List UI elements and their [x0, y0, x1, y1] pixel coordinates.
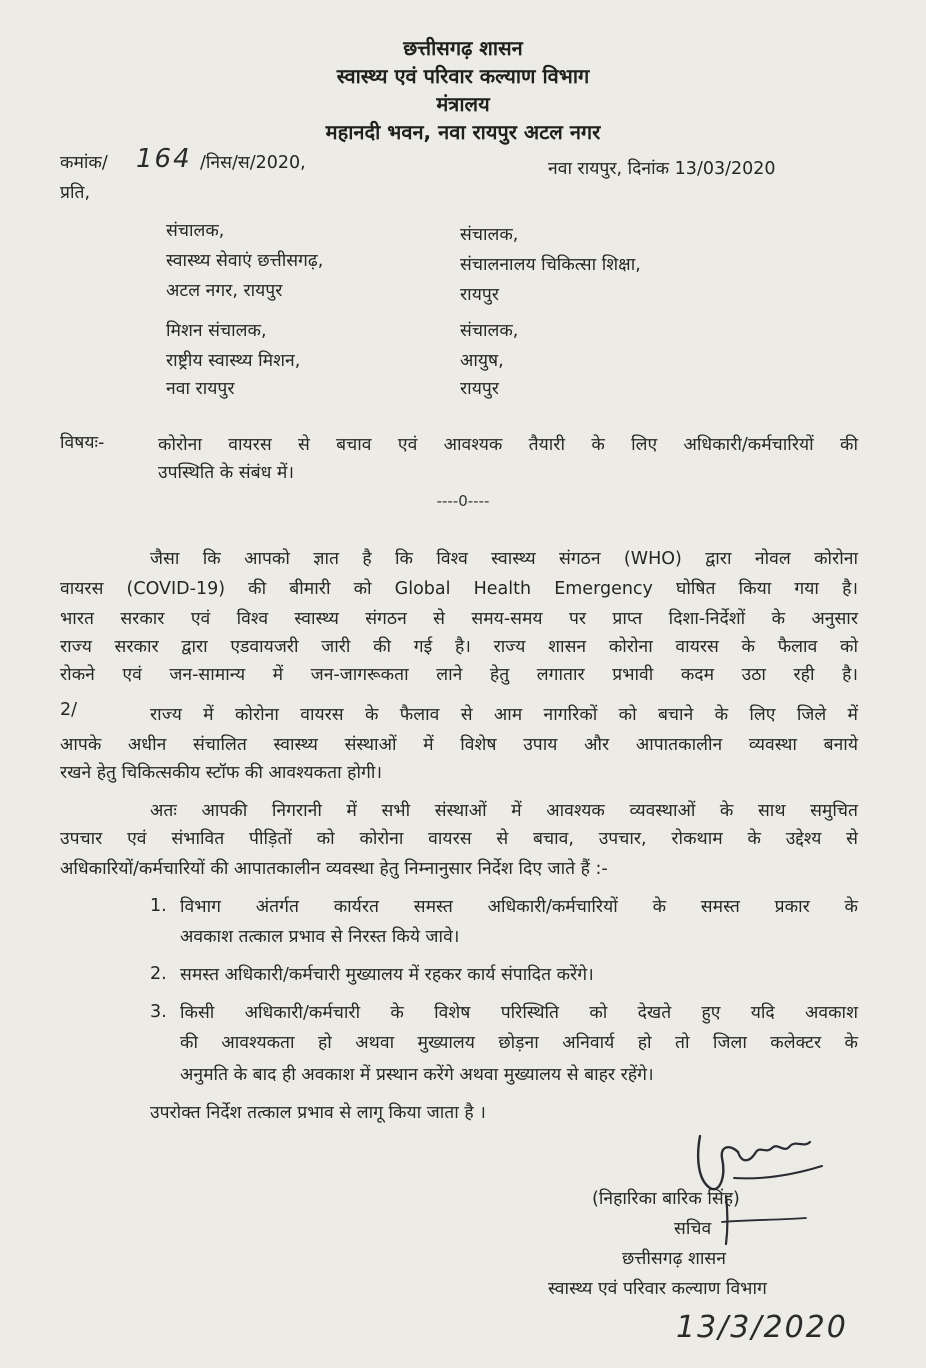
to-label: प्रति,: [60, 183, 91, 203]
para1-line4: राज्य सरकार द्वारा एडवायजरी जारी की गई है। राज्य शासन कोरोना वायरस के फैलाव को: [60, 637, 858, 657]
recipient-left1-line3: अटल नगर, रायपुर: [166, 281, 283, 301]
subject-label: विषयः-: [60, 433, 105, 453]
subject-line2: उपस्थिति के संबंध में।: [158, 463, 295, 483]
para1-line5: रोकने एवं जन-सामान्य में जन-जागरूकता लाने हेतु लगातार प्रभावी कदम उठा रही है।: [60, 665, 858, 685]
para2-line3: रखने हेतु चिकित्सकीय स्टॉफ की आवश्यकता होगी।: [60, 763, 383, 783]
item3-number: 3.: [150, 1002, 167, 1022]
item3-line3: अनुमति के बाद ही अवकाश में प्रस्थान करेंगे अथवा मुख्यालय से बाहर रहेंगे।: [180, 1065, 654, 1085]
item1-number: 1.: [150, 896, 167, 916]
ref-prefix: कमांक/: [60, 153, 108, 173]
para3-line1: अतः आपकी निगरानी में सभी संस्थाओं में आवश्यक व्यवस्थाओं के साथ समुचित: [150, 801, 858, 821]
recipient-right2-line2: आयुष,: [460, 351, 504, 371]
item2-number: 2.: [150, 964, 167, 984]
recipient-right1-line2: संचालनालय चिकित्सा शिक्षा,: [460, 255, 641, 275]
item1-line2: अवकाश तत्काल प्रभाव से निरस्त किये जावे।: [180, 927, 460, 947]
signatory-title: सचिव: [674, 1219, 712, 1239]
header-ministry: मंत्रालय: [436, 92, 490, 116]
para1-line2: वायरस (COVID-19) की बीमारी को Global Health Emergency घोषित किया गया है।: [60, 579, 858, 599]
para2-line2: आपके अधीन संचालित स्वास्थ्य संस्थाओं में विशेष उपाय और आपातकालीन व्यवस्था बनाये: [60, 735, 858, 755]
item1-line1: विभाग अंतर्गत कार्यरत समस्त अधिकारी/कर्मचारियों के समस्त प्रकार के: [180, 897, 858, 917]
recipient-left2-line3: नवा रायपुर: [166, 379, 235, 399]
para3-line2: उपचार एवं संभावित पीड़ितों को कोरोना वायरस से बचाव, उपचार, रोकथाम के उद्देश्य से: [60, 829, 858, 849]
header-address: महानदी भवन, नवा रायपुर अटल नगर: [325, 120, 601, 144]
signatory-org2: स्वास्थ्य एवं परिवार कल्याण विभाग: [548, 1279, 767, 1299]
recipient-left2-line2: राष्ट्रीय स्वास्थ्य मिशन,: [166, 351, 301, 371]
subject-line1: कोरोना वायरस से बचाव एवं आवश्यक तैयारी के लिए अधिकारी/कर्मचारियों की: [158, 435, 858, 455]
handwritten-date: 13/3/2020: [676, 1310, 848, 1345]
recipient-right1-line1: संचालक,: [460, 225, 519, 245]
para3-line3: अधिकारियों/कर्मचारियों की आपातकालीन व्यवस्था हेतु निम्नानुसार निर्देश दिए जाते हैं :-: [60, 859, 608, 879]
recipient-right2-line3: रायपुर: [460, 379, 499, 399]
ref-number: 164: [136, 144, 192, 174]
item3-line1: किसी अधिकारी/कर्मचारी के विशेष परिस्थिति को देखते हुए यदि अवकाश: [180, 1003, 858, 1023]
separator: ----0----: [436, 492, 490, 510]
recipient-right1-line3: रायपुर: [460, 285, 499, 305]
signatory-org1: छत्तीसगढ़ शासन: [622, 1249, 726, 1269]
ref-date: नवा रायपुर, दिनांक 13/03/2020: [548, 159, 776, 179]
recipient-left1-line1: संचालक,: [166, 221, 225, 241]
recipient-left2-line1: मिशन संचालक,: [166, 321, 267, 341]
recipient-right2-line1: संचालक,: [460, 321, 519, 341]
item3-line2: की आवश्यकता हो अथवा मुख्यालय छोड़ना अनिवार्य हो तो जिला कलेक्टर के: [180, 1033, 858, 1053]
ref-suffix: /निस/स/2020,: [200, 153, 306, 173]
para1-line1: जैसा कि आपको ज्ञात है कि विश्व स्वास्थ्य संगठन (WHO) द्वारा नोवल कोरोना: [150, 549, 858, 569]
para1-line3: भारत सरकार एवं विश्व स्वास्थ्य संगठन से समय-समय पर प्राप्त दिशा-निर्देशों के अनुसार: [60, 609, 858, 629]
item2-line1: समस्त अधिकारी/कर्मचारी मुख्यालय में रहकर कार्य संपादित करेंगे।: [180, 965, 594, 985]
header-department: स्वास्थ्य एवं परिवार कल्याण विभाग: [336, 64, 590, 88]
recipient-left1-line2: स्वास्थ्य सेवाएं छत्तीसगढ़,: [166, 251, 324, 271]
signatory-name: (निहारिका बारिक सिंह): [592, 1189, 740, 1209]
header-government: छत्तीसगढ़ शासन: [403, 36, 523, 60]
para2-number: 2/: [60, 700, 78, 720]
closing-line: उपरोक्त निर्देश तत्काल प्रभाव से लागू किया जाता है ।: [150, 1103, 486, 1123]
para2-line1: राज्य में कोरोना वायरस के फैलाव से आम नागरिकों को बचाने के लिए जिले में: [150, 705, 858, 725]
